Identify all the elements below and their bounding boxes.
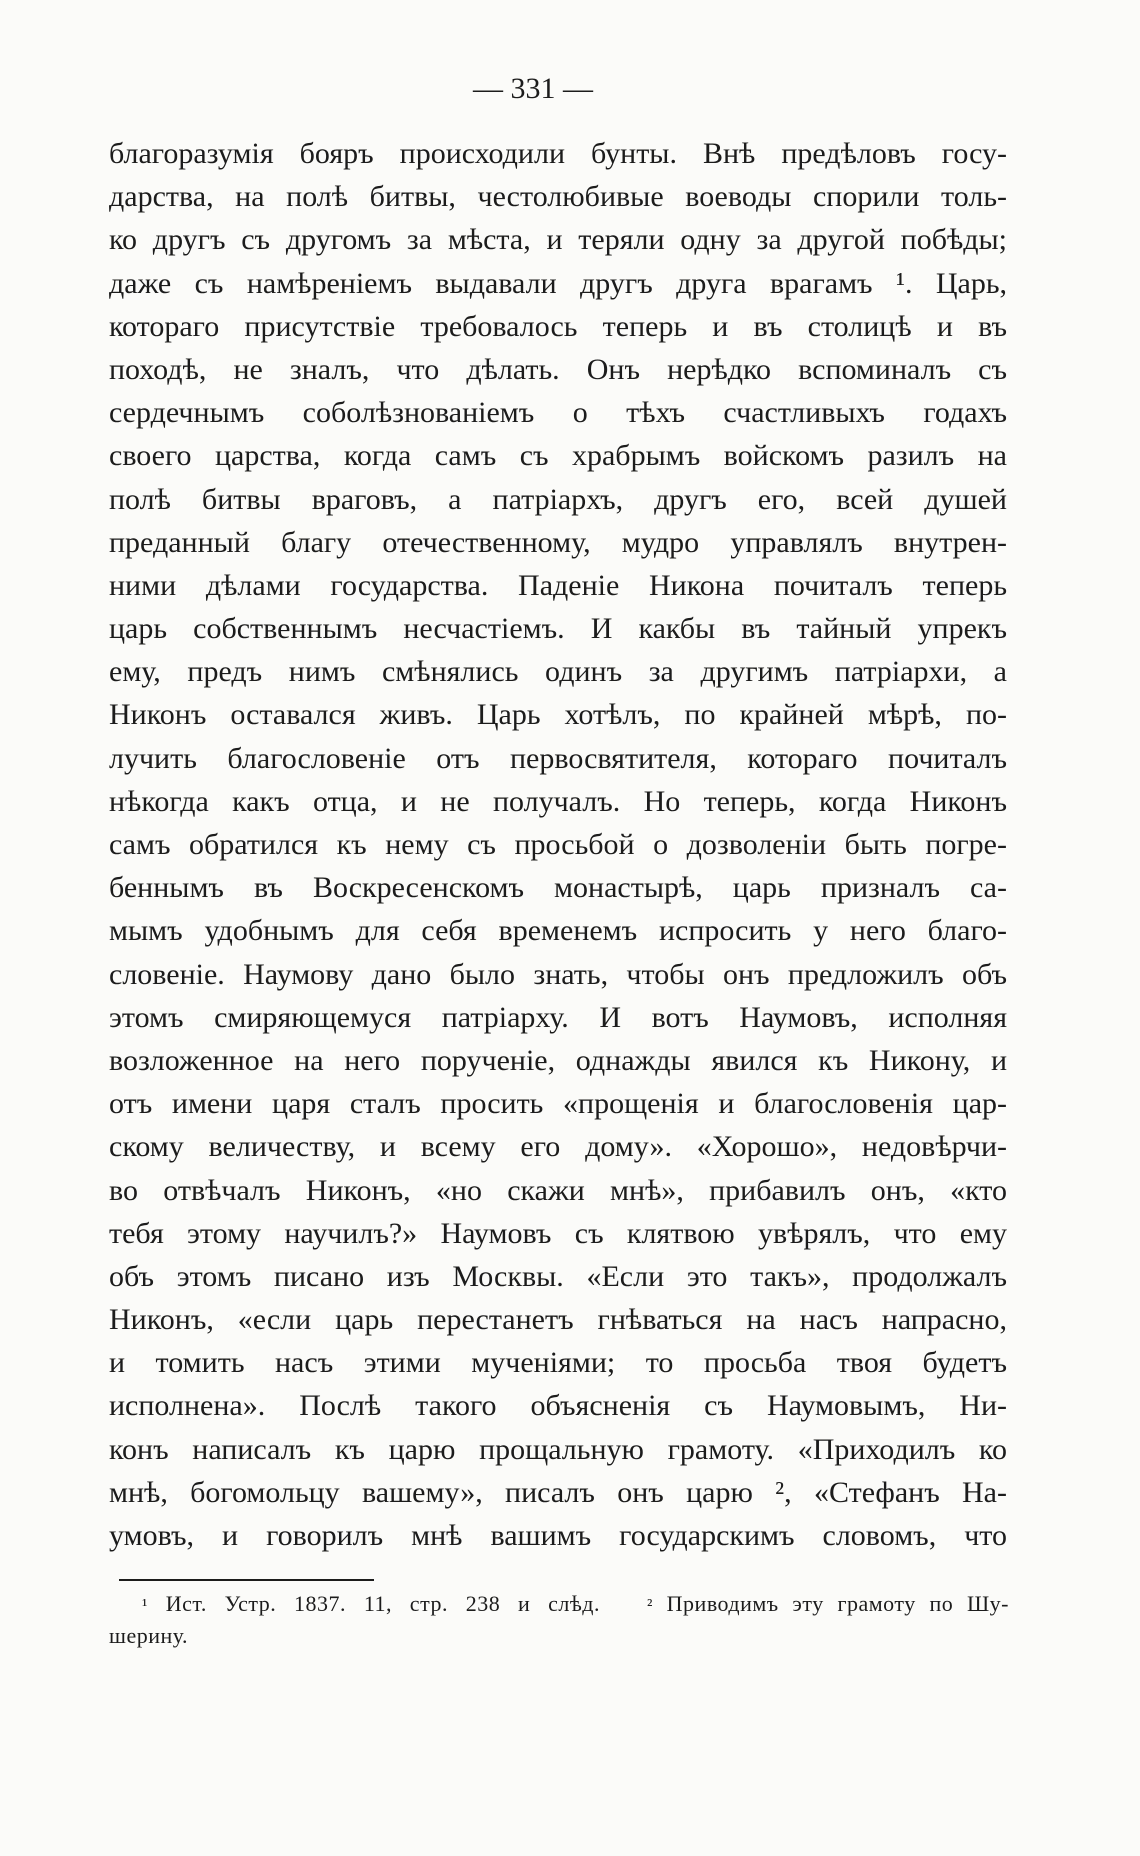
- text-line: Никонъ, «если царь перестанетъ гнѣваться на насъ напрасно,: [109, 1303, 1007, 1337]
- text-line: этомъ смиряющемуся патріарху. И вотъ Наумовъ, исполняя: [109, 1000, 1007, 1034]
- text-line: даже съ намѣреніемъ выдавали другъ друга врагамъ ¹. Царь,: [109, 266, 1007, 300]
- text-line: царь собственнымъ несчастіемъ. И какбы въ тайный упрекъ: [109, 612, 1007, 646]
- text-line: ко другъ съ другомъ за мѣста, и теряли одну за другой побѣды;: [109, 223, 1007, 257]
- text-line: умовъ, и говорилъ мнѣ вашимъ государскимъ словомъ, что: [109, 1519, 1007, 1552]
- text-line: ему, предъ нимъ смѣнялись одинъ за другимъ патріархи, а: [109, 655, 1007, 689]
- text-line: исполнена». Послѣ такого объясненія съ Наумовымъ, Ни-: [109, 1389, 1007, 1423]
- text-line: и томить насъ этими мученіями; то просьба твоя будетъ: [109, 1346, 1007, 1380]
- text-line: возложенное на него порученіе, однажды явился къ Никону, и: [109, 1043, 1007, 1077]
- footnote-marker: ²: [647, 1595, 653, 1615]
- text-line: преданный благу отечественному, мудро управлялъ внутрен-: [109, 525, 1007, 559]
- text-line: конъ написалъ къ царю прощальную грамоту. «Приходилъ ко: [109, 1432, 1007, 1466]
- text-line: полѣ битвы враговъ, а патріархъ, другъ его, всей душей: [109, 482, 1007, 516]
- footnote-marker: ¹: [142, 1595, 148, 1615]
- footnote-1: [142, 1588, 600, 1621]
- text-line: во отвѣчалъ Никонъ, «но скажи мнѣ», прибавилъ онъ, «кто: [109, 1173, 1007, 1207]
- text-line: дарства, на полѣ битвы, честолюбивые воеводы спорили толь-: [109, 180, 1007, 214]
- text-line: ними дѣлами государства. Паденіе Никона почиталъ теперь: [109, 568, 1007, 602]
- body-text: [109, 132, 1007, 1557]
- page-number: — 331 —: [473, 72, 593, 105]
- footnote-2-continuation: шерину.: [109, 1623, 189, 1648]
- text-line: беннымъ въ Воскресенскомъ монастырѣ, царь призналъ са-: [109, 871, 1007, 905]
- footnote-2: [647, 1588, 1009, 1621]
- text-line: нѣкогда какъ отца, и не получалъ. Но теперь, когда Никонъ: [109, 784, 1007, 818]
- footnote-rule: [119, 1579, 374, 1581]
- text-line: котораго присутствіе требовалось теперь и въ столицѣ и въ: [109, 309, 1007, 343]
- text-line: словеніе. Наумову дано было знать, чтобы онъ предложилъ объ: [109, 957, 1007, 991]
- text-line: отъ имени царя сталъ просить «прощенія и благословенія цар-: [109, 1087, 1007, 1121]
- text-line: мымъ удобнымъ для себя временемъ испросить у него благо-: [109, 914, 1007, 948]
- text-line: благоразумія бояръ происходили бунты. Внѣ предѣловъ госу-: [109, 137, 1007, 170]
- text-line: лучить благословеніе отъ первосвятителя, котораго почиталъ: [109, 741, 1007, 775]
- footnote-text: Приводимъ эту грамоту по Шу-: [666, 1591, 1009, 1616]
- footnote-text: Ист. Устр. 1837. 11, стр. 238 и слѣд.: [165, 1591, 601, 1616]
- text-line: самъ обратился къ нему съ просьбой о дозволеніи быть погре-: [109, 828, 1007, 861]
- text-line: мнѣ, богомольцу вашему», писалъ онъ царю ², «Стефанъ На-: [109, 1475, 1007, 1509]
- text-line: походѣ, не зналъ, что дѣлать. Онъ нерѣдко вспоминалъ съ: [109, 352, 1007, 386]
- text-line: тебя этому научилъ?» Наумовъ съ клятвою увѣрялъ, что ему: [109, 1216, 1007, 1250]
- text-line: Никонъ оставался живъ. Царь хотѣлъ, по крайней мѣрѣ, по-: [109, 698, 1007, 732]
- text-line: скому величеству, и всему его дому». «Хорошо», недовѣрчи-: [109, 1130, 1007, 1164]
- text-line: сердечнымъ соболѣзнованіемъ о тѣхъ счастливыхъ годахъ: [109, 396, 1007, 430]
- text-line: объ этомъ писано изъ Москвы. «Если это такъ», продолжалъ: [109, 1259, 1007, 1293]
- text-line: своего царства, когда самъ съ храбрымъ войскомъ разилъ на: [109, 439, 1007, 473]
